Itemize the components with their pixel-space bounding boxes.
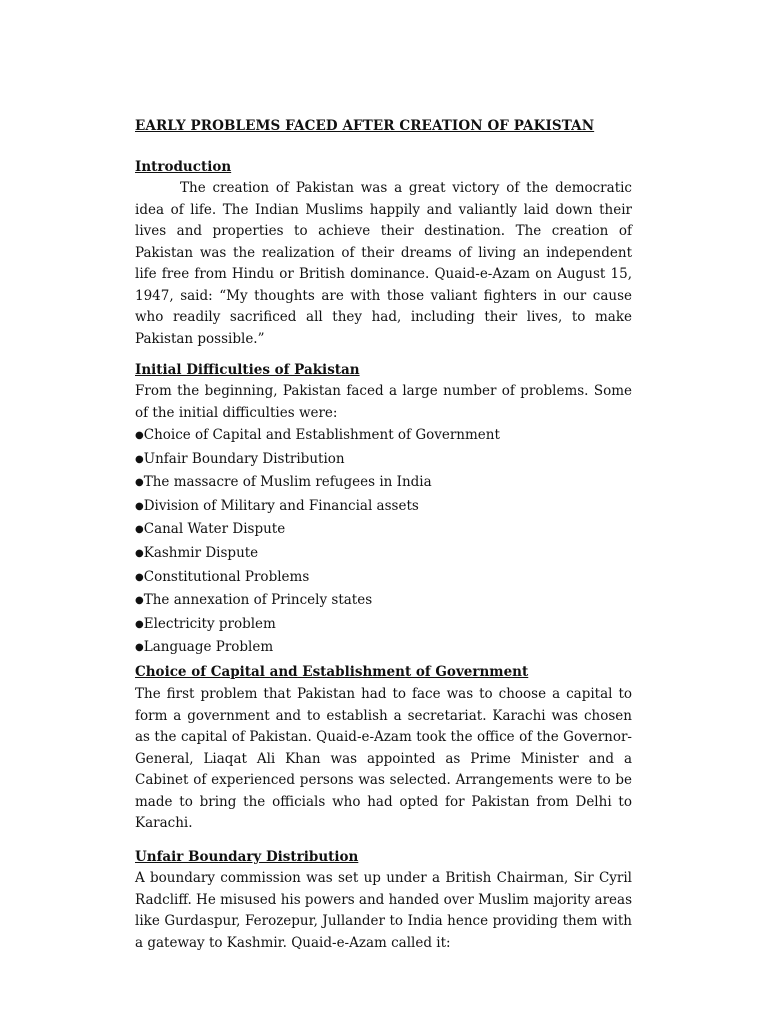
document-title: EARLY PROBLEMS FACED AFTER CREATION OF PAKISTAN <box>135 118 595 134</box>
list-item <box>135 613 632 637</box>
difficulties-list <box>135 424 632 660</box>
list-item-text: Electricity problem <box>143 615 276 632</box>
list-item <box>135 589 632 613</box>
section-heading-choice-of-capital: Choice of Capital and Establishment of Government <box>135 664 529 680</box>
initial-difficulties-paragraph: From the beginning, Pakistan faced a large number of problems. Some of the initial difficulties were: <box>135 383 632 421</box>
bullet-icon: ● <box>135 500 144 512</box>
bullet-icon: ● <box>135 547 144 559</box>
list-item <box>135 448 632 472</box>
bullet-icon: ● <box>135 618 144 630</box>
list-item <box>135 518 632 542</box>
bullet-icon: ● <box>135 524 144 536</box>
list-item-text: The annexation of Princely states <box>143 592 373 609</box>
list-item-text: Unfair Boundary Distribution <box>143 450 345 467</box>
list-item-text: Canal Water Dispute <box>143 521 286 538</box>
list-item-text: Constitutional Problems <box>143 568 310 585</box>
unfair-boundary-paragraph: A boundary commission was set up under a British Chairman, Sir Cyril Radcliff. He misused his powers and handed over Muslim majority areas like Gurdaspur, Ferozepur, Jullander to India hence providing them with a gateway to Kashmir. Quaid-e-Azam called it: <box>135 870 633 951</box>
bullet-icon: ● <box>135 571 144 583</box>
list-item <box>135 471 632 495</box>
list-item-text: Language Problem <box>143 639 274 656</box>
list-item-text: Choice of Capital and Establishment of Government <box>143 427 500 443</box>
bullet-icon: ● <box>135 642 144 654</box>
choice-of-capital-paragraph: The first problem that Pakistan had to face was to choose a capital to form a government and to establish a secretariat. Karachi was chosen as the capital of Pakistan. Quaid-e-Azam took the office of the Governor-General, Liaqat Ali Khan was appointed as Prime Minister and a Cabinet of experienced persons was selected. Arrangements were to be made to bring the officials who had opted for Pakistan from Delhi to Karachi. <box>135 686 632 831</box>
list-item-text: Kashmir Dispute <box>143 544 259 561</box>
list-item <box>135 542 632 566</box>
introduction-paragraph: The creation of Pakistan was a great victory of the democratic idea of life. The Indian Muslims happily and valiantly laid down their lives and properties to achieve their destination. The creation of Pakistan was the realization of their dreams of living an independent life free from Hindu or British dominance. Quaid-e-Azam on August 15, 1947, said: “My thoughts are with those valiant fighters in our cause who readily sacrificed all they had, including their lives, to make Pakistan possible.” <box>135 180 632 347</box>
list-item <box>135 636 632 660</box>
section-heading-unfair-boundary: Unfair Boundary Distribution <box>135 849 359 865</box>
section-heading-initial-difficulties: Initial Difficulties of Pakistan <box>135 362 360 378</box>
bullet-icon: ● <box>135 453 144 465</box>
bullet-icon: ● <box>135 430 144 441</box>
bullet-icon: ● <box>135 595 144 607</box>
section-heading-introduction: Introduction <box>135 159 232 175</box>
bullet-icon: ● <box>135 477 144 489</box>
list-item <box>135 566 632 590</box>
list-item-text: The massacre of Muslim refugees in India <box>143 474 432 491</box>
list-item <box>135 424 632 448</box>
list-item-text: Division of Military and Financial assets <box>143 497 419 514</box>
list-item <box>135 495 632 519</box>
